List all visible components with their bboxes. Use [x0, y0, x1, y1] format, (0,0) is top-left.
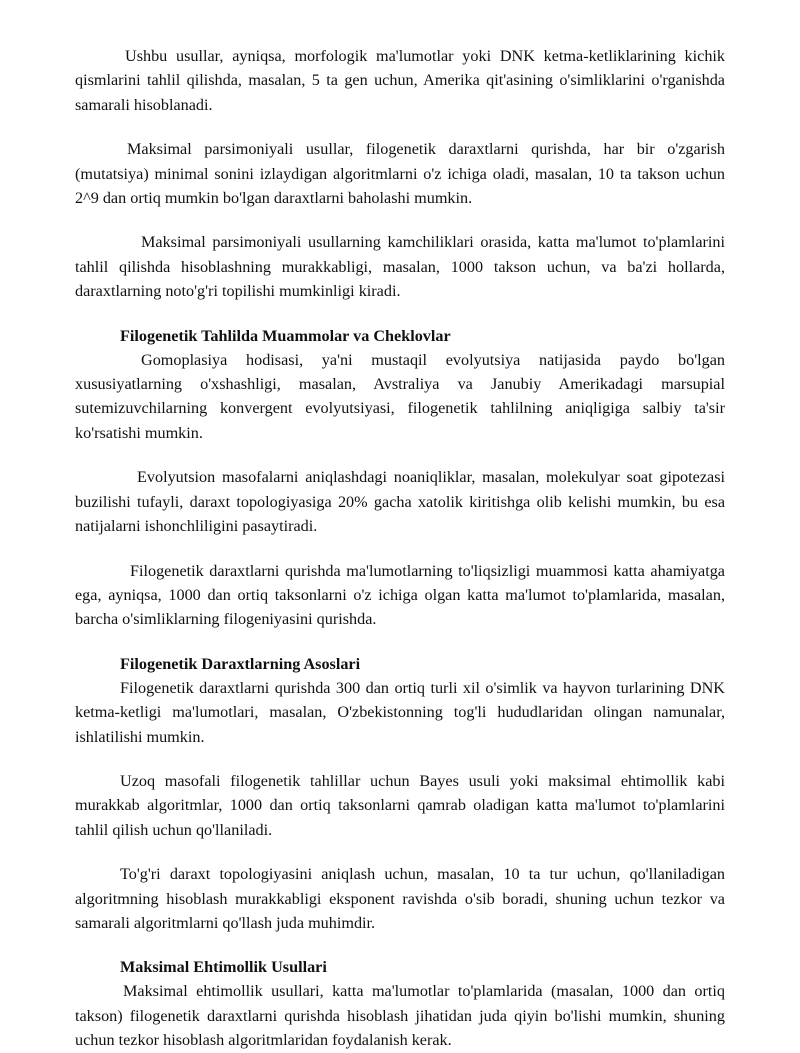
paragraph-morphological-methods: Ushbu usullar, ayniqsa, morfologik ma'lumotlar yoki DNK ketma-ketliklarining kichik qismlarini tahlil qilishda, masalan, 5 ta gen uchun, Amerika qit'asining o'simliklarini o'rganishda samarali hisoblanadi.	[75, 47, 725, 114]
section-heading-tree-basics: Filogenetik Daraxtlarning Asoslari	[120, 654, 361, 673]
paragraph-parsimony-drawbacks: Maksimal parsimoniyali usullarning kamchiliklari orasida, katta ma'lumot to'plamlarini tahlil qilishda hisoblashning murakkabligi, masalan, 1000 takson uchun, va ba'zi hollarda, daraxtlarning noto'g'ri topilishi mumkinligi kiradi.	[75, 233, 725, 301]
section-heading-problems: Filogenetik Tahlilda Muammolar va Cheklovlar	[120, 326, 451, 345]
paragraph-evolutionary-distances: Evolyutsion masofalarni aniqlashdagi noaniqliklar, masalan, molekulyar soat gipotezasi buzilishi tufayli, daraxt topologiyasiga 20% gacha xatolik kiritishga olib kelishi mumkin, bu esa natijalarni ishonchliligini pasaytiradi.	[75, 468, 725, 536]
paragraph-dna-sequences: Filogenetik daraxtlarni qurishda 300 dan ortiq turli xil o'simlik va hayvon turlarining DNK ketma-ketligi ma'lumotlari, masalan, O'zbekistonning tog'li hududlaridan olingan namunalar, ishlatilishi mumkin.	[75, 678, 725, 746]
section-heading-max-likelihood: Maksimal Ehtimollik Usullari	[120, 958, 327, 977]
paragraph-bayesian-methods: Uzoq masofali filogenetik tahlillar uchun Bayes usuli yoki maksimal ehtimollik kabi murakkab algoritmlar, 1000 dan ortiq taksonlarni qamrab oladigan katta ma'lumot to'plamlarini tahlil qilish uchun qo'llaniladi.	[75, 771, 725, 839]
paragraph-topology-complexity: To'g'ri daraxt topologiyasini aniqlash uchun, masalan, 10 ta tur uchun, qo'llaniladigan algoritmning hisoblash murakkabligi eksponent ravishda o'sib boradi, shuning uchun tezkor va samarali algoritmlarni qo'llash juda muhimdir.	[75, 865, 725, 932]
paragraph-max-parsimony: Maksimal parsimoniyali usullar, filogenetik daraxtlarni qurishda, har bir o'zgarish (mutatsiya) minimal sonini izlaydigan algoritmlarni o'z ichiga oladi, masalan, 10 ta takson uchun 2^9 dan ortiq mumkin bo'lgan daraxtlarni baholashi mumkin.	[75, 140, 725, 208]
paragraph-incomplete-data: Filogenetik daraxtlarni qurishda ma'lumotlarning to'liqsizligi muammosi katta ahamiyatga ega, ayniqsa, 1000 dan ortiq taksonlarni o'z ichiga olgan katta ma'lumot to'plamlarida, masalan, barcha o'simliklarning filogeniyasini qurishda.	[75, 561, 725, 629]
paragraph-max-likelihood: Maksimal ehtimollik usullari, katta ma'lumotlar to'plamlarida (masalan, 1000 dan ortiq takson) filogenetik daraxtlarni qurishda hisoblash jihatidan juda qiyin bo'lishi mumkin, shuning uchun tezkor hisoblash algoritmlaridan foydalanish kerak.	[75, 982, 725, 1050]
document-page	[75, 44, 725, 1053]
paragraph-homoplasy: Gomoplasiya hodisasi, ya'ni mustaqil evolyutsiya natijasida paydo bo'lgan xususiyatlarning o'xshashligi, masalan, Avstraliya va Janubiy Amerikadagi marsupial sutemizuvchilarning konvergent evolyutsiyasi, filogenetik tahlilning aniqligiga salbiy ta'sir ko'rsatishi mumkin.	[75, 350, 725, 442]
